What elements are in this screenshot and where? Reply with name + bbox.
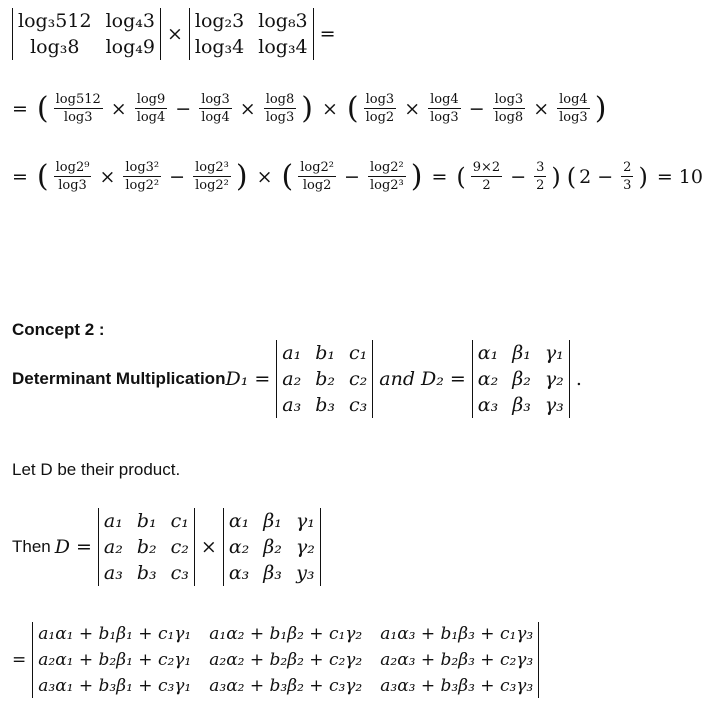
expanded-determinant: a₁α₁ + b₁β₁ + c₁γ₁ a₁α₂ + b₁β₂ + c₁γ₂ a₁α₃ + b₁β₃ + c₁γ₃ a₂α₁ + b₂β₁ + c₂γ₁ a₂α₂ + b₂β₂ + c₂γ₂ a₂α₃ + b₂β₃ + c₂γ₃ a₃α₁ + b₃β₁ + c₃γ₁ a₃α₂ + b₃β₂ + c₃γ₂ a₃α₃ + b₃β₃ + c₃γ₃ xyxy=(32,622,539,698)
fraction: $\frac{2}{3}$ xyxy=(623,160,632,193)
equals-sign: = xyxy=(12,165,28,188)
determinant-d2-copy: α₁ β₁ γ₁ α₂ β₂ γ₂ α₃ β₃ y₃ xyxy=(223,508,321,586)
fraction: $\frac{\text{log3²}}{\text{log2²}}$ xyxy=(125,160,160,193)
det-cell: log₃512 xyxy=(18,10,92,32)
fraction: $\frac{\log 4}{\log 3}$ xyxy=(430,92,459,125)
fraction: $\frac{\text{log2²}}{\log 2}$ xyxy=(300,160,335,193)
det-cell: log₂3 xyxy=(194,10,245,32)
log-fraction-expansion-row: = ( $\frac{\log 512}{\log 3}$ × $\frac{\log 9}{\log 4}$ − $\frac{\log 3}{\log 4}$ × $\frac{\log 8}{\log 3}$ ) × ( $\frac{\log 3}{\log 2}$ × $\frac{\log 4}{\log 3}$ − $\frac{\log 3}{\log 8}$ × $\frac{\log 4}{\log 3}$ ) xyxy=(12,90,607,126)
fraction: $\frac{\log 4}{\log 3}$ xyxy=(559,92,588,125)
then-row: Then D = a₁ b₁ c₁ a₂ b₂ c₂ a₃ b₃ c₃ × α₁ β₁ γ₁ α₂ β₂ γ₂ α₃ β₃ y₃ xyxy=(12,508,321,586)
fraction: $\frac{\text{log2⁹}}{\log 3}$ xyxy=(55,160,90,193)
determinant-d1: a₁ b₁ c₁ a₂ b₂ c₂ a₃ b₃ c₃ xyxy=(276,340,373,418)
section-label: Determinant Multiplication xyxy=(12,369,226,388)
det-cell: log₃4 xyxy=(194,36,245,58)
fraction: $\frac{\text{log2³}}{\text{log2²}}$ xyxy=(195,160,229,193)
fraction: $\frac{3}{2}$ xyxy=(536,160,545,193)
det-cell: log₃8 xyxy=(30,36,80,58)
times-sign: × xyxy=(166,23,183,45)
open-paren: ( xyxy=(346,90,359,126)
fraction: $\frac{\log 8}{\log 3}$ xyxy=(265,92,295,125)
fraction: $\frac{\log 512}{\log 3}$ xyxy=(55,92,101,125)
product-statement: Let D be their product. xyxy=(12,460,181,479)
close-paren: ) xyxy=(594,90,607,126)
fraction: $\frac{\log 3}{\log 2}$ xyxy=(365,92,395,125)
det-cell: log₃4 xyxy=(258,36,308,58)
log-determinant-right xyxy=(189,8,314,60)
fraction: $\frac{\log 3}{\log 4}$ xyxy=(201,92,230,125)
determinant-d1-copy: a₁ b₁ c₁ a₂ b₂ c₂ a₃ b₃ c₃ xyxy=(98,508,195,586)
power-simplification-row: = ( $\frac{\text{log2⁹}}{\log 3}$ × $\frac{\text{log3²}}{\text{log2²}}$ − $\frac{\text{log2³}}{\text{log2²}}$ ) × ( $\frac{\text{log2²}}{\log 2}$ − $\frac{\text{log2²}}{\text{log2³}}$ ) = ( $\frac{9\times 2}{2}$ − $\frac{3}{2}$ ) ( 2 − $\frac{2}{3}$ ) = 10 xyxy=(12,158,703,194)
expanded-product-row: = a₁α₁ + b₁β₁ + c₁γ₁ a₁α₂ + b₁β₂ + c₁γ₂ a₁α₃ + b₁β₃ + c₁γ₃ a₂α₁ + b₂β₁ + c₂γ₁ a₂α₂ + b₂β₂ + c₂γ₂ a₂α₃ + b₂β₃ + c₂γ₃ a₃α₁ + b₃β₁ + c₃γ₁ a₃α₂ + b₃β₂ + c₃γ₂ a₃α₃ + b₃β₃ + c₃γ₃ xyxy=(12,622,539,698)
determinant-d2: α₁ β₁ γ₁ α₂ β₂ γ₂ α₃ β₃ γ₃ xyxy=(472,340,570,418)
log-determinant-product-row xyxy=(12,8,342,60)
det-cell: log₄3 xyxy=(105,10,155,32)
final-result: 10 xyxy=(678,165,703,188)
log-determinant-left xyxy=(12,8,161,60)
determinant-multiplication-row: Determinant Multiplication D₁ = a₁ b₁ c₁ a₂ b₂ c₂ a₃ b₃ c₃ and D₂ = α₁ β₁ γ₁ α₂ β₂ γ₂ α₃ β₃ γ₃ . xyxy=(12,342,582,416)
open-paren: ( xyxy=(36,90,49,126)
det-cell: log₈3 xyxy=(258,10,308,32)
det-cell: log₄9 xyxy=(105,36,155,58)
equals-sign: = xyxy=(319,23,336,45)
fraction: $\frac{\text{log2²}}{\text{log2³}}$ xyxy=(369,160,404,193)
close-paren: ) xyxy=(301,90,313,126)
equals-sign: = xyxy=(12,97,28,120)
fraction: $\frac{\log 9}{\log 4}$ xyxy=(136,92,166,125)
concept-heading: Concept 2 : xyxy=(12,320,105,339)
fraction: $\frac{9\times 2}{2}$ xyxy=(472,160,501,193)
fraction: $\frac{\log 3}{\log 8}$ xyxy=(494,92,524,125)
